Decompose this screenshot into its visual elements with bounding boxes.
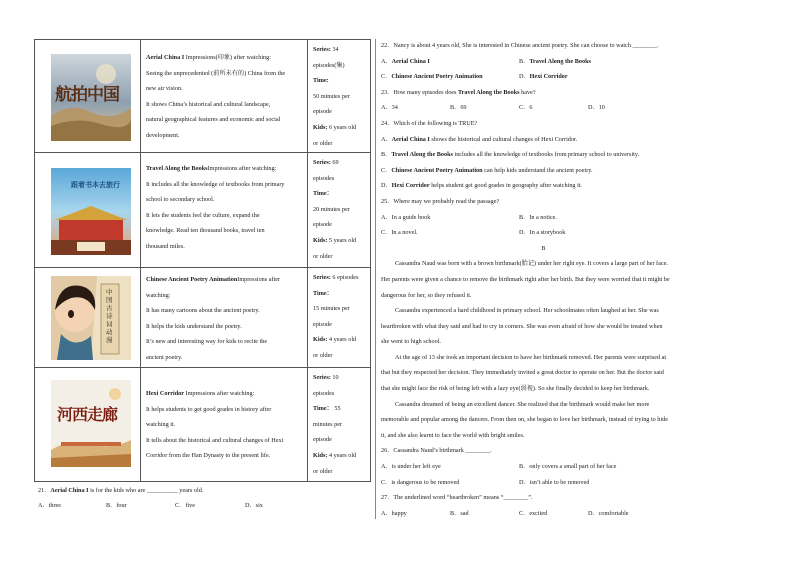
- question-25: 25．Where may we probably read the passage?: [381, 197, 500, 205]
- q25-option-b: B．In a notice.: [519, 213, 557, 221]
- travel-books-info: Series: 69 episodes Time： 20 minutes per episode Kids: 5 years old or older: [313, 159, 357, 260]
- q21-option-a: A．three: [38, 502, 62, 509]
- q22-option-b: B．Travel Along the Books: [519, 57, 591, 65]
- q25-option-a: A．In a guide book: [381, 213, 431, 221]
- q24-option-b: B．Travel Along the Books includes all the knowledge of textbooks from primary school to university.: [381, 151, 640, 159]
- poster-title: 中国古诗词动漫: [106, 288, 113, 344]
- q25-option-c: C．In a novel.: [381, 229, 418, 237]
- q27-option-c: C．excited: [519, 509, 548, 517]
- poster-title: 河西走廊: [57, 405, 118, 424]
- q22-option-c: C．Chinese Ancient Poetry Animation: [381, 73, 483, 81]
- q23-option-a: A．34: [381, 104, 398, 112]
- poster-title: 航拍中国: [55, 85, 119, 105]
- q21-option-c: C．five: [175, 502, 195, 509]
- q26-option-a: A．is under her left eye: [381, 463, 441, 471]
- question-24: 24．Which of the following is TRUE?: [381, 119, 478, 127]
- q24-option-a: A．Aerial China I shows the historical and cultural changes of Hexi Corridor.: [381, 135, 578, 143]
- table-row: [35, 268, 370, 368]
- right-column: [381, 38, 781, 521]
- q27-option-b: B．sad: [450, 509, 469, 517]
- travel-books-poster: [51, 168, 131, 255]
- q23-option-d: D．10: [588, 104, 605, 112]
- question-21: 21．Aerial China I is for the kids who are __________ years old.: [38, 487, 204, 494]
- q21-option-d: D．six: [245, 502, 263, 509]
- q22-option-d: D．Hexi Corridor: [519, 73, 568, 81]
- q24-option-c: C．Chinese Ancient Poetry Animation can help kids understand the ancient poetry.: [381, 166, 593, 174]
- hexi-corridor-poster: [51, 380, 131, 467]
- table-row: [35, 368, 370, 481]
- hexi-corridor-info: Series: 10 episodes Time： 55 minutes per episode Kids: 4 years old or older: [313, 374, 357, 475]
- poster-title: 跟着书本去旅行: [71, 180, 120, 189]
- q21-option-b: B．four: [106, 502, 127, 509]
- passage: Cassandra Naud was born with a brown birthmark(胎记) under her right eye. It covers a large part of her face. Her parents were given a chance to remove the birthmark right after her birth. But they were worried that it might be dangerous for her, so they refused it. Cassandra experienced a hard childhood in primary school. Her schoolmates often laughed at her. She was heartbroken with what they said and had to cry in corners. She was even afraid of how she would be treated when she went to high school. At the age of 13 she took an important decision to have her birthmark removed. Her parents were surprised at that but they respected her decision. They immediately invited a great doctor to operate on her. But the doctor said that she might face the risk of being left with a lazy eye(弱视). So she finally decided to keep her birthmark. Cassandra dreamed of being an excellent dancer. She realized that the birthmark would make her more memorable and popular among the dancers. From then on, she began to love her birthmark, instead of trying to hide it, and she also learnt to face the world with bright smiles.: [381, 260, 670, 439]
- q22-option-a: A．Aerial China I: [381, 57, 430, 65]
- travel-books-description: Travel Along the BooksImpressions after watching: It includes all the knowledge of textbooks from primary school to secondary school. It lets the students feel the culture, expand the knowledge. Read ten thousand books, travel ten thousand miles.: [146, 165, 285, 250]
- poetry-animation-poster: [51, 276, 131, 360]
- movie-table: [34, 39, 371, 482]
- hexi-corridor-description: Hexi Corridor Impressions after watching: It helps students to get good grades in history after watching it. It tells about the historical and cultural changes of Hexi Corridor from the Han Dynasty to the present life.: [146, 390, 284, 460]
- section-heading: B: [541, 244, 546, 252]
- q24-option-d: D．Hexi Corridor helps student get good grades in geography after watching it.: [381, 182, 583, 190]
- poetry-animation-info: Series: 6 episodes Time： 15 minutes per episode Kids: 4 years old or older: [313, 274, 359, 359]
- q23-option-b: B．69: [450, 104, 467, 112]
- question-27: 27．The underlined word “heartbroken” means “________”.: [381, 494, 533, 502]
- column-divider: [375, 39, 376, 519]
- question-23: 23．How many episodes does Travel Along the Books have?: [381, 88, 536, 96]
- q26-option-b: B．only covers a small part of her face: [519, 463, 617, 471]
- q26-option-c: C．is dangerous to be removed: [381, 478, 460, 486]
- table-row: [35, 40, 370, 153]
- question-26: 26．Cassandra Naud’s birthmark ________.: [381, 447, 492, 455]
- poetry-animation-description: Chinese Ancient Poetry AnimationImpressions after watching: It has many cartoons about the ancient poetry. It helps the kids understand the poetry. It’s new and interesting way for kids to recite the ancient poetry.: [146, 276, 281, 361]
- q26-option-d: D．isn’t able to be removed: [519, 478, 590, 486]
- q25-option-d: D．In a storybook: [519, 229, 566, 237]
- table-row: [35, 153, 370, 268]
- question-22: 22．Nancy is about 4 years old, She is interested in Chinese ancient poetry. She can choose to watch ________.: [381, 42, 659, 49]
- aerial-china-info: Series: 34 episodes(集) Time: 50 minutes per episode Kids: 6 years old or older: [313, 46, 357, 147]
- q27-option-d: D．comfortable: [588, 509, 629, 517]
- aerial-china-description: Aerial China I Impressions(印象) after watching: Seeing the unprecedented (前所未有的) China from the new air vision. It shows China’s historical and cultural landscape, natural geographical features and economic and social development.: [146, 54, 286, 139]
- q27-option-a: A．happy: [381, 509, 407, 517]
- aerial-china-poster: [51, 54, 131, 141]
- q23-option-c: C．6: [519, 104, 533, 112]
